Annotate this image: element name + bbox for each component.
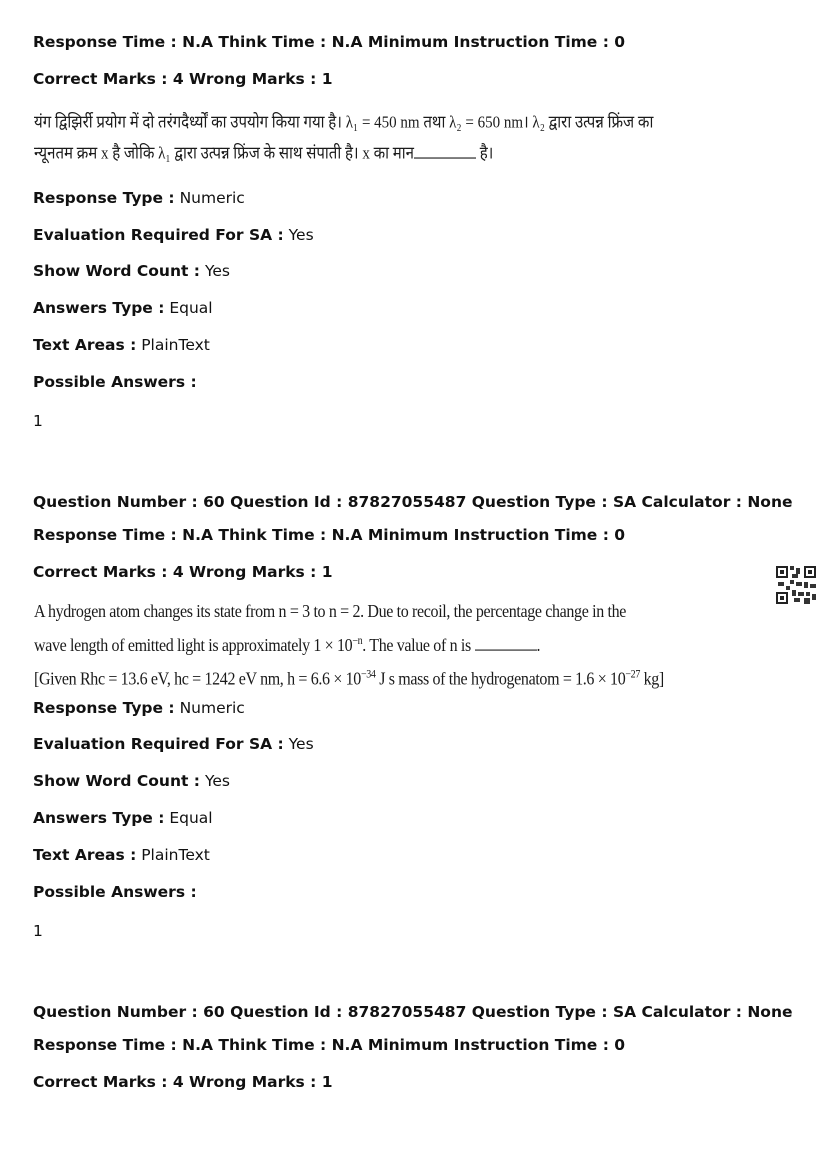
answer-blank: [414, 144, 476, 159]
question-line-3-end: kg]: [639, 670, 664, 690]
field-label: Evaluation Required For SA :: [33, 226, 284, 244]
marks-line: Correct Marks : 4 Wrong Marks : 1: [33, 563, 333, 581]
question-number-line: Question Number : 60 Question Id : 87827055487 Question Type : SA Calculator : None: [33, 493, 793, 511]
text-areas-field: [33, 335, 210, 355]
possible-answers-label: Possible Answers :: [33, 883, 197, 901]
field-value: Yes: [204, 772, 230, 790]
field-label: Answers Type :: [33, 809, 165, 827]
response-time-line: Response Time : N.A Think Time : N.A Minimum Instruction Time : 0: [33, 526, 626, 544]
field-value: Yes: [288, 226, 314, 244]
question-text-image: [34, 108, 653, 170]
possible-answer-value: 1: [33, 922, 43, 940]
exponent: −n: [352, 634, 363, 648]
field-value: Equal: [169, 299, 213, 317]
question-line-2-text: wave length of emitted light is approximately 1 × 10: [34, 636, 353, 656]
field-value: PlainText: [141, 846, 210, 864]
answer-blank: [475, 636, 537, 651]
field-value: Yes: [204, 262, 230, 280]
field-label: Show Word Count :: [33, 772, 200, 790]
field-label: Response Type :: [33, 189, 175, 207]
field-value: PlainText: [141, 336, 210, 354]
field-label: Text Areas :: [33, 336, 137, 354]
qr-code-icon: [776, 566, 816, 604]
question-text-image: [34, 598, 664, 695]
field-label: Answers Type :: [33, 299, 165, 317]
question-line-2-tail: . The value of n is: [362, 636, 471, 656]
marks-line: Correct Marks : 4 Wrong Marks : 1: [33, 1073, 333, 1091]
response-type-field: [33, 188, 245, 208]
response-type-field: [33, 698, 245, 718]
possible-answer-value: 1: [33, 412, 43, 430]
possible-answers-label: Possible Answers :: [33, 373, 197, 391]
field-value: Numeric: [179, 699, 245, 717]
question-line-3-mid: J s mass of the hydrogenatom = 1.6 × 10: [375, 670, 626, 690]
answers-type-field: [33, 298, 213, 318]
field-label: Show Word Count :: [33, 262, 200, 280]
question-line-1: A hydrogen atom changes its state from n = 3 to n = 2. Due to recoil, the percentage change in the: [34, 602, 627, 622]
marks-line: Correct Marks : 4 Wrong Marks : 1: [33, 70, 333, 88]
question-line-2-end: है।: [479, 144, 494, 164]
text-areas-field: [33, 845, 210, 865]
exponent: −34: [360, 668, 376, 682]
field-label: Evaluation Required For SA :: [33, 735, 284, 753]
field-label: Response Type :: [33, 699, 175, 717]
field-value: Numeric: [179, 189, 245, 207]
evaluation-required-field: [33, 734, 314, 754]
question-line-2: wave length of emitted light is approximately $1 \times 10^{-n}$. The value of n is .: [34, 634, 541, 656]
question-line-3: [34, 661, 664, 695]
question-number-line: Question Number : 60 Question Id : 87827055487 Question Type : SA Calculator : None: [33, 1003, 793, 1021]
response-time-line: Response Time : N.A Think Time : N.A Minimum Instruction Time : 0: [33, 33, 626, 51]
question-line-3-text: [Given Rhc = 13.6 eV, hc = 1242 eV nm, h = 6.6 × 10: [34, 670, 361, 690]
field-value: Yes: [288, 735, 314, 753]
show-word-count-field: [33, 261, 230, 281]
field-label: Text Areas :: [33, 846, 137, 864]
field-value: Equal: [169, 809, 213, 827]
question-line-1: यंग द्विझिर्री प्रयोग में दो तरंगदैर्ध्यों का उपयोग किया गया है। λ₁ = 450 nm तथा λ₂ = 650 nm। λ₂ द्वारा उत्पन्न फ्रिंज का: [34, 113, 654, 133]
answers-type-field: [33, 808, 213, 828]
exponent: −27: [625, 668, 640, 682]
show-word-count-field: [33, 771, 230, 791]
question-line-2-text: न्यूनतम क्रम x है जोकि λ₁ द्वारा उत्पन्न फ्रिंज के साथ संपाती है। x का मान: [34, 144, 414, 164]
question-line-2: [34, 139, 653, 170]
evaluation-required-field: [33, 225, 314, 245]
response-time-line: Response Time : N.A Think Time : N.A Minimum Instruction Time : 0: [33, 1036, 626, 1054]
